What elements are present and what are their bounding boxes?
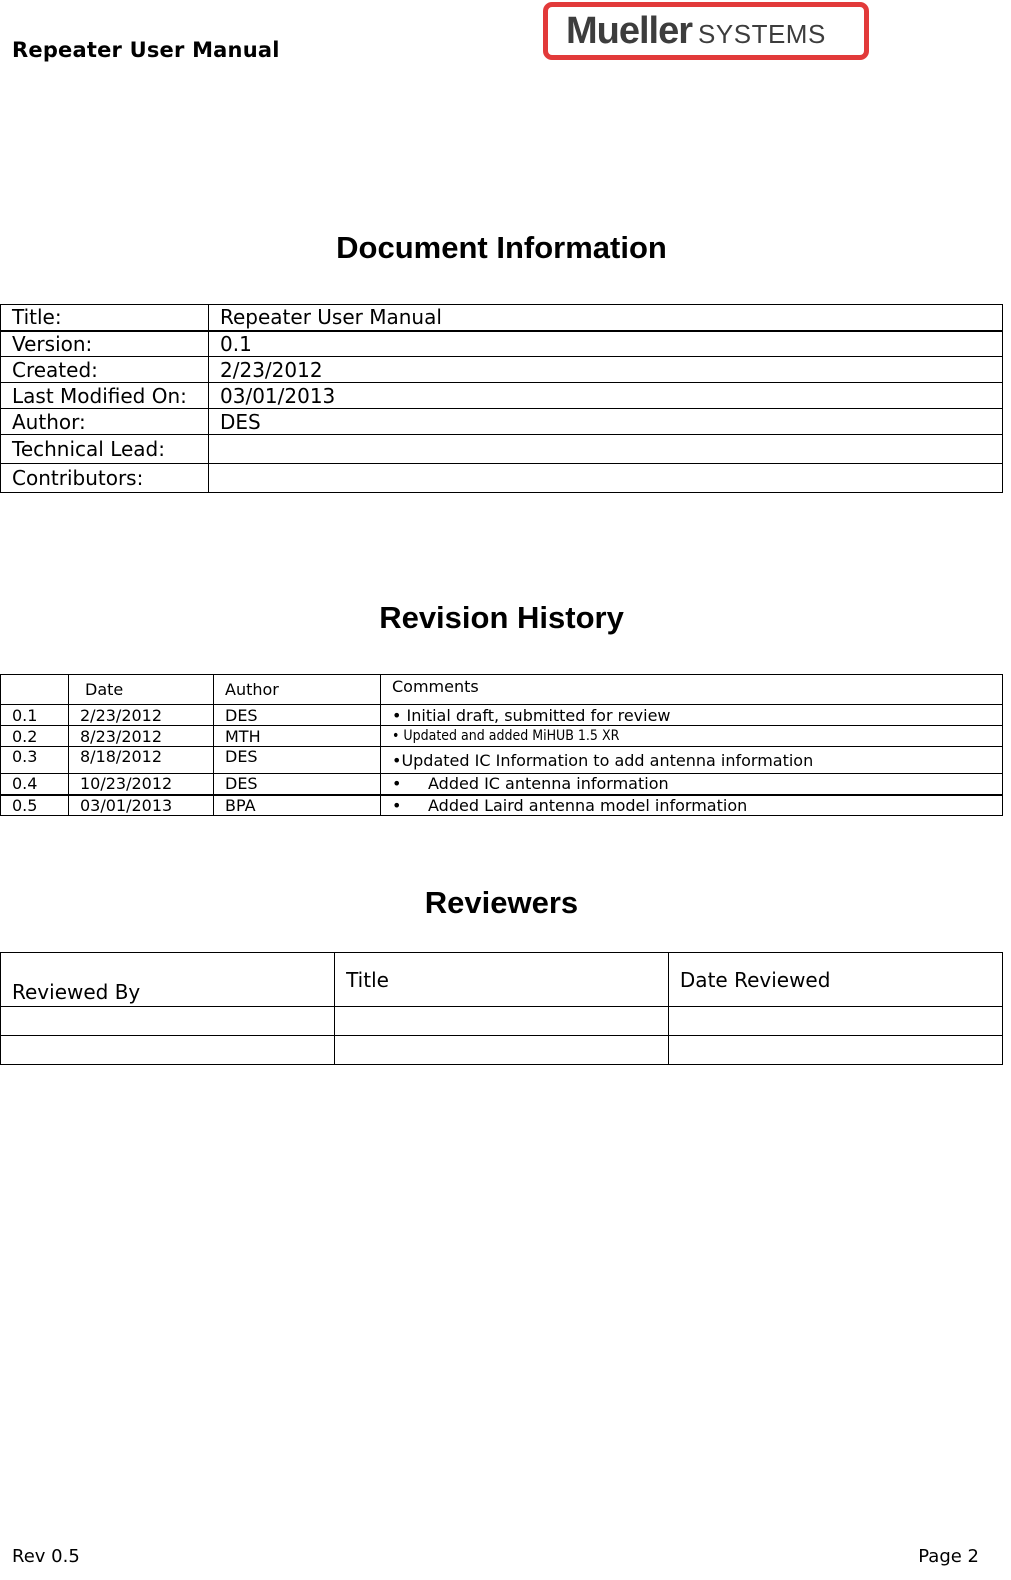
column-header-reviewed-by: Reviewed By [1, 953, 335, 1007]
field-value: Repeater User Manual [209, 305, 1003, 331]
table-row [1, 1007, 1003, 1036]
revision-comment: • Updated and added MiHUB 1.5 XR [381, 726, 1003, 747]
table-header-row [1, 675, 1003, 705]
revision-number: 0.5 [1, 795, 69, 816]
table-header-row [1, 953, 1003, 1007]
logo-brand-text: Mueller [566, 10, 693, 52]
revision-date: 8/23/2012 [69, 726, 214, 747]
field-label: Created: [1, 357, 209, 383]
reviewer-title-cell [335, 1036, 669, 1065]
reviewer-name-cell [1, 1036, 335, 1065]
revision-history-table [0, 674, 1003, 816]
column-header-date-reviewed: Date Reviewed [668, 953, 1002, 1007]
revision-number: 0.1 [1, 705, 69, 726]
column-header-comments: Comments [381, 675, 1003, 705]
revision-comment: •Updated IC Information to add antenna information [381, 747, 1003, 774]
revision-author: DES [214, 774, 381, 795]
column-header-revision [1, 675, 69, 705]
table-row [1, 331, 1003, 357]
field-label: Contributors: [1, 464, 209, 493]
revision-date: 10/23/2012 [69, 774, 214, 795]
revision-number: 0.4 [1, 774, 69, 795]
table-row [1, 357, 1003, 383]
field-value: 03/01/2013 [209, 383, 1003, 409]
revision-date: 2/23/2012 [69, 705, 214, 726]
mueller-systems-logo [543, 2, 869, 60]
field-value [209, 435, 1003, 464]
document-information-table [0, 304, 1003, 493]
reviewers-heading: Reviewers [424, 885, 579, 920]
field-label: Title: [1, 305, 209, 331]
column-header-author: Author [214, 675, 381, 705]
revision-author: DES [214, 747, 381, 774]
field-label: Last Modified On: [1, 383, 209, 409]
table-row [1, 747, 1003, 774]
bullet-marker: • [392, 795, 402, 815]
table-row [1, 464, 1003, 493]
field-value: DES [209, 409, 1003, 435]
table-row [1, 383, 1003, 409]
reviewers-table [0, 952, 1003, 1065]
table-row [1, 774, 1003, 795]
table-row [1, 435, 1003, 464]
revision-author: MTH [214, 726, 381, 747]
reviewer-date-cell [668, 1007, 1002, 1036]
reviewer-name-cell [1, 1007, 335, 1036]
revision-comment: Added IC antenna information [428, 774, 669, 794]
field-value: 2/23/2012 [209, 357, 1003, 383]
revision-author: DES [214, 705, 381, 726]
revision-comment: • Initial draft, submitted for review [381, 705, 1003, 726]
column-header-date: Date [69, 675, 214, 705]
reviewer-title-cell [335, 1007, 669, 1036]
reviewer-date-cell [668, 1036, 1002, 1065]
bullet-marker: • [392, 774, 402, 794]
revision-number: 0.2 [1, 726, 69, 747]
footer-revision: Rev 0.5 [12, 1546, 80, 1567]
revision-history-heading: Revision History [379, 600, 624, 635]
table-row [1, 726, 1003, 747]
table-row [1, 1036, 1003, 1065]
field-label: Technical Lead: [1, 435, 209, 464]
document-information-heading: Document Information [336, 230, 667, 265]
revision-comment-cell [381, 795, 1003, 816]
revision-comment-cell [381, 774, 1003, 795]
logo-sub-text: SYSTEMS [698, 19, 826, 49]
table-row [1, 795, 1003, 816]
table-row [1, 305, 1003, 331]
column-header-title: Title [335, 953, 669, 1007]
table-row [1, 409, 1003, 435]
field-value: 0.1 [209, 331, 1003, 357]
table-row [1, 705, 1003, 726]
running-header-title: Repeater User Manual [12, 38, 280, 62]
revision-date: 8/18/2012 [69, 747, 214, 774]
field-label: Version: [1, 331, 209, 357]
revision-comment: Added Laird antenna model information [428, 795, 748, 815]
revision-date: 03/01/2013 [69, 795, 214, 816]
footer-page-number: Page 2 [918, 1546, 979, 1567]
field-label: Author: [1, 409, 209, 435]
revision-number: 0.3 [1, 747, 69, 774]
revision-author: BPA [214, 795, 381, 816]
field-value [209, 464, 1003, 493]
